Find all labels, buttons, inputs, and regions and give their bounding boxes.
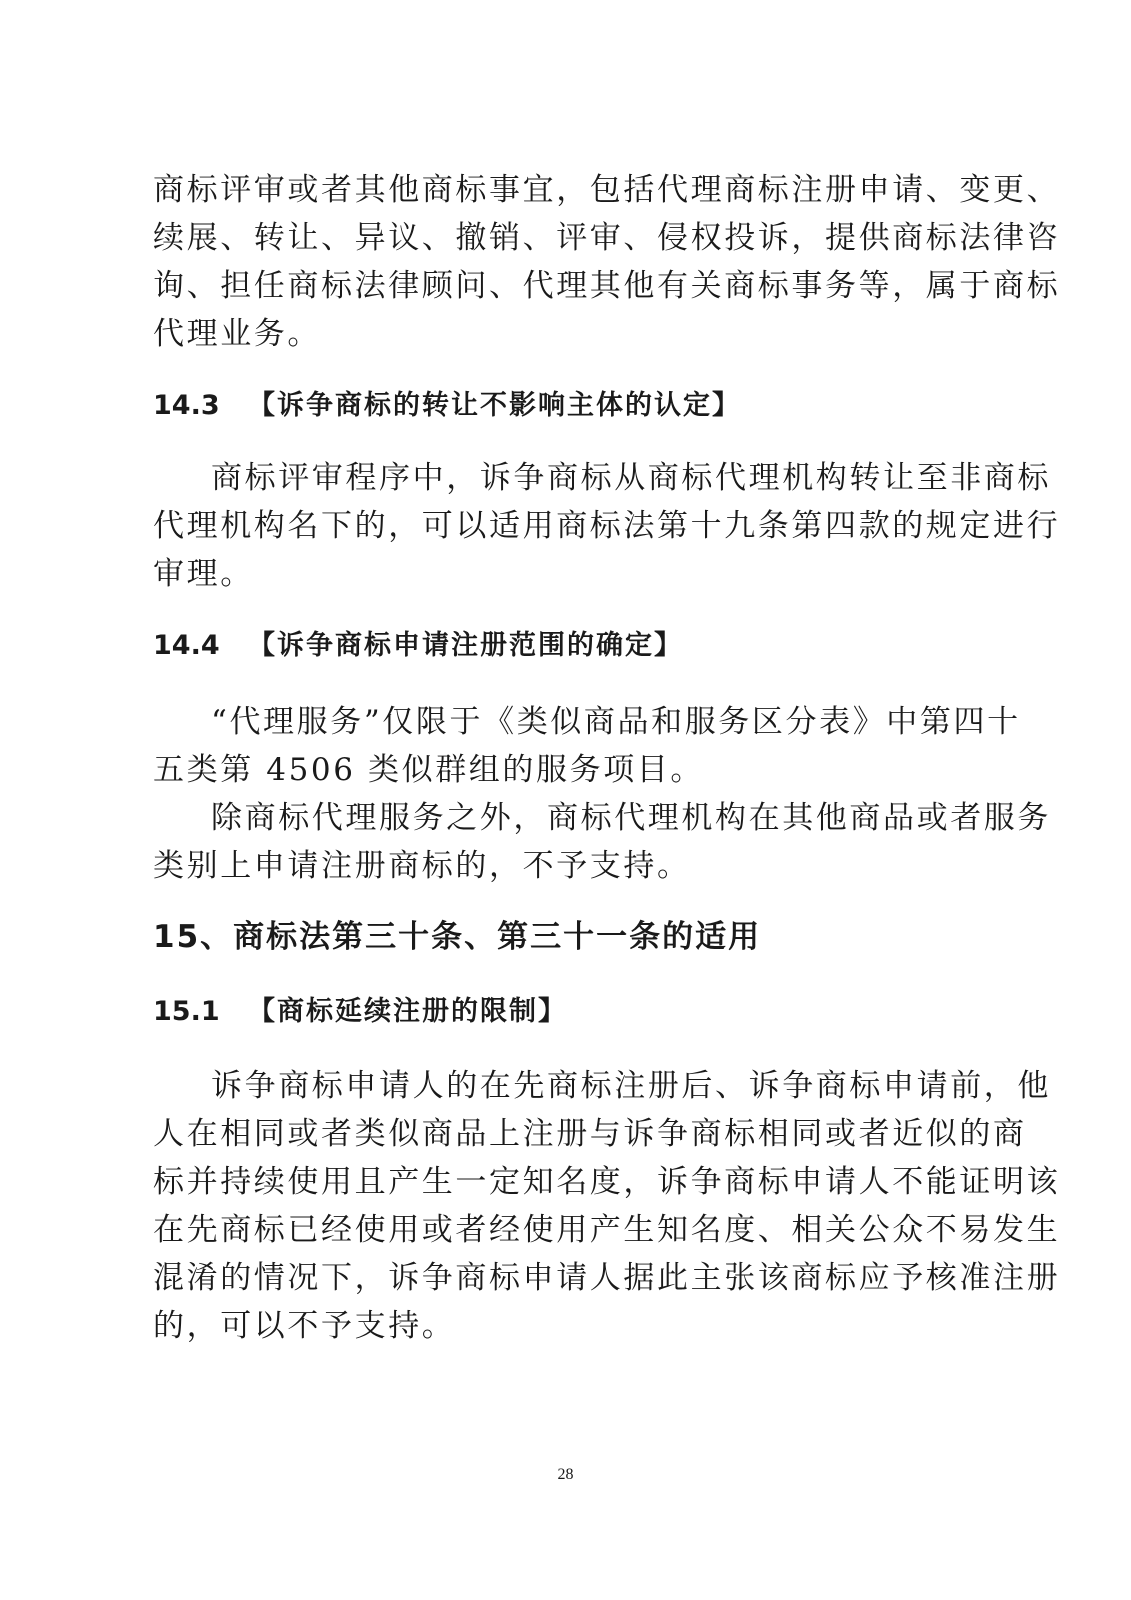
section-heading-15-1 [153, 992, 567, 1032]
paragraph-line: 审理。 [153, 556, 254, 592]
page-number: 28 [557, 1466, 574, 1483]
paragraph-line: 的，可以不予支持。 [153, 1308, 456, 1344]
chapter-heading-15: 15、商标法第三十条、第三十一条的适用 [153, 919, 762, 955]
section-heading-14-3 [153, 386, 741, 426]
paragraph-line: “代理服务”仅限于《类似商品和服务区分表》中第四十 [211, 704, 1021, 740]
paragraph-line: 除商标代理服务之外，商标代理机构在其他商品或者服务 [211, 800, 1051, 836]
paragraph-line: 续展、转让、异议、撤销、评审、侵权投诉，提供商标法律咨 [153, 220, 1061, 256]
section-number: 14.4 [153, 630, 220, 661]
paragraph-line: 混淆的情况下，诉争商标申请人据此主张该商标应予核准注册 [153, 1260, 1061, 1296]
paragraph-line: 代理业务。 [153, 316, 321, 352]
paragraph-line: 诉争商标申请人的在先商标注册后、诉争商标申请前，他 [211, 1068, 1051, 1104]
paragraph-line: 商标评审程序中，诉争商标从商标代理机构转让至非商标 [211, 460, 1051, 496]
section-number: 14.3 [153, 390, 220, 421]
paragraph-line: 商标评审或者其他商标事宜，包括代理商标注册申请、变更、 [153, 172, 1061, 208]
paragraph-line: 代理机构名下的，可以适用商标法第十九条第四款的规定进行 [153, 508, 1061, 544]
section-number: 15.1 [153, 996, 220, 1027]
paragraph-line: 询、担任商标法律顾问、代理其他有关商标事务等，属于商标 [153, 268, 1061, 304]
paragraph-line: 人在相同或者类似商品上注册与诉争商标相同或者近似的商 [153, 1116, 1027, 1152]
paragraph-line: 在先商标已经使用或者经使用产生知名度、相关公众不易发生 [153, 1212, 1061, 1248]
paragraph-line: 五类第 4506 类似群组的服务项目。 [153, 752, 704, 788]
section-title: 【商标延续注册的限制】 [248, 996, 567, 1027]
section-title: 【诉争商标申请注册范围的确定】 [248, 630, 683, 661]
section-title: 【诉争商标的转让不影响主体的认定】 [248, 390, 741, 421]
paragraph-line: 类别上申请注册商标的，不予支持。 [153, 848, 691, 884]
paragraph-line: 标并持续使用且产生一定知名度，诉争商标申请人不能证明该 [153, 1164, 1061, 1200]
section-heading-14-4 [153, 626, 683, 666]
